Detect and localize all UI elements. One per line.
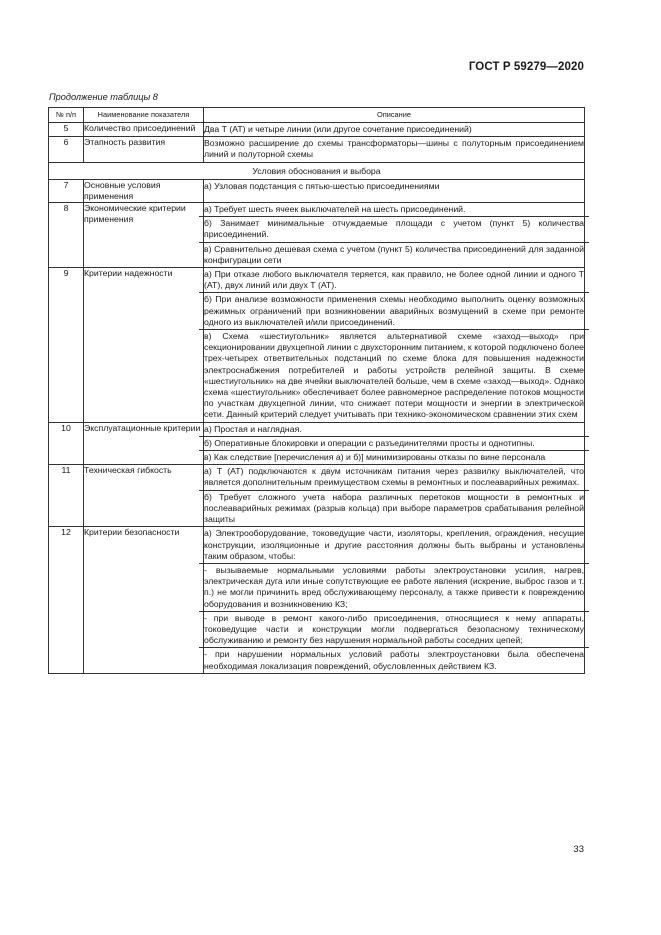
description-item: а) Электрооборудование, токоведущие части, изоляторы, крепления, ограждения, несущие конструкции, изоляционные и другие расстояния должны быть выбраны и установлены таким образом, чтобы:: [204, 528, 584, 561]
table-row: [49, 422, 585, 465]
row-description: [204, 527, 585, 673]
description-item: а) При отказе любого выключателя теряется, как правило, не более одной линии и одного Т (АТ), двух линий или двух Т (АТ).: [204, 269, 584, 291]
row-name: Основные условия применения: [84, 179, 204, 202]
row-name: Количество присоединений: [84, 123, 204, 137]
table-row: [49, 179, 585, 202]
row-description: [204, 179, 585, 202]
row-number: 5: [49, 123, 84, 137]
description-item: а) Узловая подстанция с пятью-шестью присоединениями: [204, 180, 440, 191]
table-row: [49, 123, 585, 137]
row-name: Техническая гибкость: [84, 465, 204, 527]
description-item: б) Требует сложного учета набора различных перетоков мощности в ремонтных и послеаварийных режимах (разрыв кольца) при выборе параметров срабатывания релейной защиты: [199, 490, 589, 527]
row-number: 11: [49, 465, 84, 527]
table-row: [49, 268, 585, 423]
table-caption: Продолжение таблицы 8: [49, 92, 158, 102]
section-title: Условия обоснования и выбора: [49, 162, 585, 179]
description-item: Возможно расширение до схемы трансформаторы—шины с полуторным присоединением линий и полуторной схемы: [204, 138, 584, 160]
description-item: б) Занимает минимальные отчуждаемые площади с учетом (пункт 5) количества присоединений.: [199, 216, 589, 241]
row-number: 6: [49, 137, 84, 162]
document-code: ГОСТ Р 59279—2020: [468, 61, 584, 73]
table-row: [49, 527, 585, 673]
section-row: [49, 162, 585, 179]
row-name: Критерии безопасности: [84, 527, 204, 673]
description-item: а) Простая и наглядная.: [204, 423, 302, 434]
row-name: Критерии надежности: [84, 268, 204, 423]
description-item: б) При анализе возможности применения схемы необходимо выполнить оценку возможных режимных ограничений при возникновении аварийных возмущений в схеме при ремонте одного из выключателей и/или присоединений.: [199, 292, 589, 329]
table-header-row: [49, 108, 585, 123]
description-item: в) Схема «шестиугольник» является альтернативой схеме «заход—выход» при секционировании двухцепной линии с двухсторонним питанием, к которой подключено более трех-четырех ответвительных подстанций по схеме блока для повышения надежности электроснабжения потребителей и работы устройств релейной защиты. В схеме «шестиугольник» на две ячейки выключателей больше, чем в схеме «заход—выход». Однако схема «шестиугольник» обеспечивает более равномерное распределение потоков мощности по участкам двухцепной линии, что снижает потери мощности и энергии в электрической сети. Данный критерий следует учитывать при технико-экономическом сравнении этих схем: [199, 329, 589, 422]
column-header-number: № п/п: [49, 108, 84, 123]
row-description: [204, 123, 585, 137]
row-number: 12: [49, 527, 84, 673]
description-item: - вызываемые нормальными условиями работы электроустановки усилия, нагрев, электрическая дуга или иные сопутствующие ее работе явления (искрение, выброс газов и т. п.) не могли причинить вред обслуживающему персоналу, а также привести к повреждению оборудования и возникновению КЗ;: [199, 563, 589, 611]
row-name: Этапность развития: [84, 137, 204, 162]
row-description: [204, 465, 585, 527]
table-row: [49, 137, 585, 162]
description-item: б) Оперативные блокировки и операции с разъединителями просты и однотипны.: [199, 436, 589, 450]
description-item: а) Требует шесть ячеек выключателей на шесть присоединений.: [204, 204, 466, 215]
row-name: Экономические критерии применения: [84, 203, 204, 268]
row-description: [204, 422, 585, 465]
description-item: Два Т (АТ) и четыре линии (или другое сочетание присоединений): [204, 124, 472, 134]
row-number: 9: [49, 268, 84, 423]
page-number: 33: [573, 844, 584, 855]
column-header-description: Описание: [204, 108, 585, 123]
table-row: [49, 203, 585, 268]
row-description: [204, 137, 585, 162]
row-description: [204, 203, 585, 268]
criteria-table: [48, 107, 585, 674]
row-number: 8: [49, 203, 84, 268]
row-name: Эксплуатационные критерии: [84, 422, 204, 465]
row-number: 7: [49, 179, 84, 202]
row-description: [204, 268, 585, 423]
column-header-name: Наименование показателя: [84, 108, 204, 123]
table-row: [49, 465, 585, 527]
description-item: в) Сравнительно дешевая схема с учетом (пункт 5) количества присоединений для заданной конфигурации сети: [199, 242, 589, 267]
description-item: в) Как следствие [перечисления а) и б)] минимизированы отказы по вине персонала: [199, 450, 589, 464]
row-number: 10: [49, 422, 84, 465]
description-item: а) Т (АТ) подключаются к двум источникам питания через развилку выключателей, что является дополнительным преимуществом схемы в ремонтных и послеаварийных режимах.: [204, 466, 584, 488]
description-item: - при нарушении нормальных условий работы электроустановки была обеспечена необходимая локализация повреждений, обусловленных действием КЗ.: [199, 647, 589, 672]
description-item: - при выводе в ремонт какого-либо присоединения, относящиеся к нему аппараты, токоведущие части и конструкции могли подвергаться безопасному техническому обслуживанию и ремонту без нарушения нормальной работы соседних цепей;: [199, 611, 589, 648]
